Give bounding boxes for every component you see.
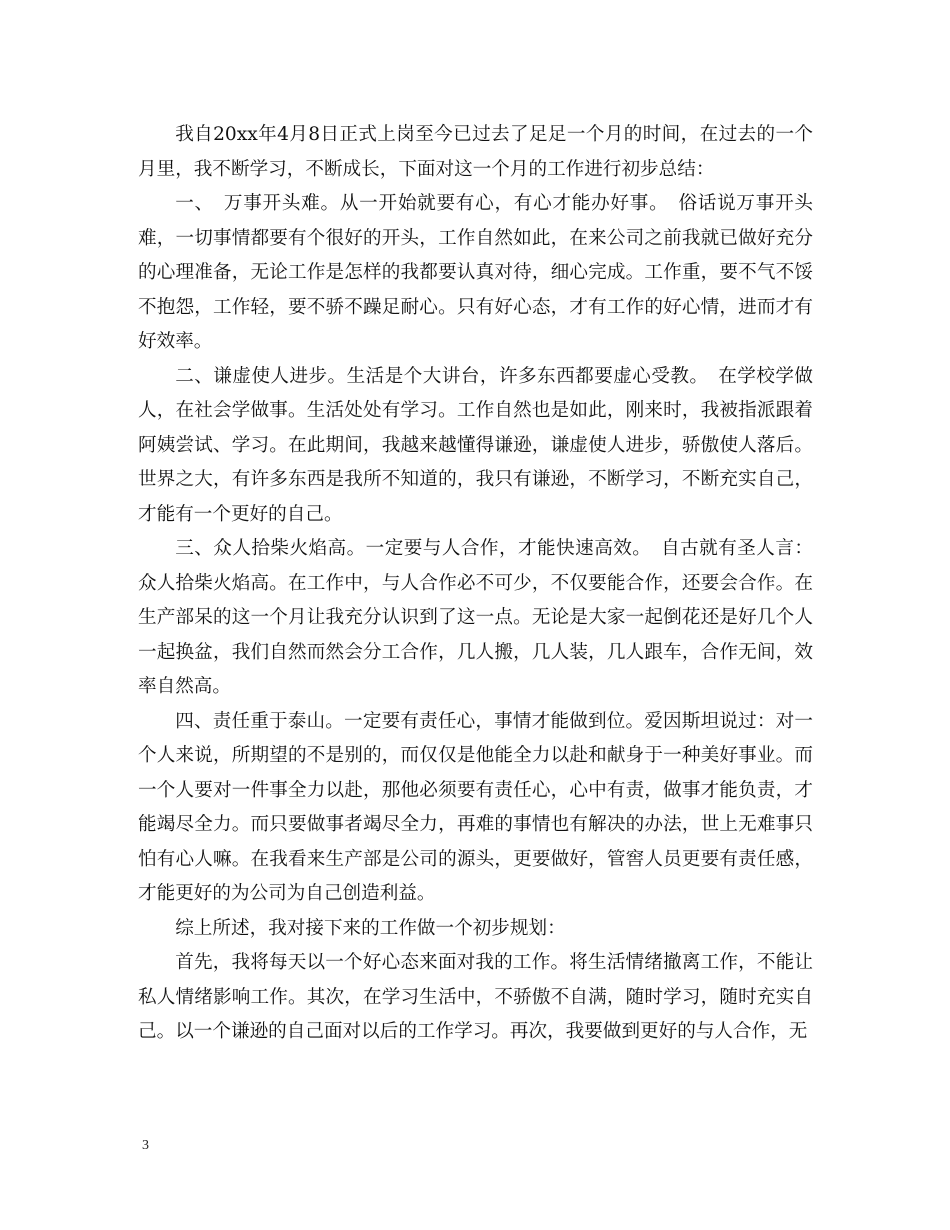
paragraph-summary: 综上所述，我对接下来的工作做一个初步规划： xyxy=(175,917,566,939)
paragraph-point-4: 四、责任重于泰山。一定要有责任心，事情才能做到位。爱因斯坦说过：对一个人来说，所期望的不是别的，而仅仅是他能全力以赴和献身于一种美好事业。而一个人要对一件事全力以赴，那他必须要有责任心，心中有责，做事才能负责，才能竭尽全力。而只要做事者竭尽全力，再难的事情也有解决的办法，世上无难事只怕有心人嘛。在我看来生产部是公司的源头，更要做好，管窖人员更要有责任感，才能更好的为公司为自己创造利益。 xyxy=(138,710,813,904)
paragraph-intro: 我自20xx年4月8日正式上岗至今已过去了足足一个月的时间，在过去的一个月里，我不断学习，不断成长，下面对这一个月的工作进行初步总结： xyxy=(138,124,813,180)
paragraph-plan: 首先，我将每天以一个好心态来面对我的工作。将生活情绪撤离工作，不能让私人情绪影响工作。其次，在学习生活中，不骄傲不自满，随时学习，随时充实自己。以一个谦逊的自己面对以后的工作学习。再次，我要做到更好的与人合作，无 xyxy=(138,952,813,1042)
document-body xyxy=(138,118,813,1050)
paragraph-point-2: 二、谦虚使人进步。生活是个大讲台，许多东西都要虚心受教。 在学校学做人，在社会学做事。生活处处有学习。工作自然也是如此，刚来时，我被指派跟着阿姨尝试、学习。在此期间，我越来越懂得谦逊，谦虚使人进步，骄傲使人落后。世界之大，有许多东西是我所不知道的，我只有谦逊，不断学习，不断充实自己，才能有一个更好的自己。 xyxy=(138,365,813,525)
paragraph-point-1: 一、 万事开头难。从一开始就要有心，有心才能办好事。 俗话说万事开头难，一切事情都要有个很好的开头，工作自然如此，在来公司之前我就已做好充分的心理准备，无论工作是怎样的我都要认真对待，细心完成。工作重，要不气不馁不抱怨，工作轻，要不骄不躁足耐心。只有好心态，才有工作的好心情，进而才有好效率。 xyxy=(138,193,813,352)
paragraph-point-3: 三、众人拾柴火焰高。一定要与人合作，才能快速高效。 自古就有圣人言：众人拾柴火焰高。在工作中，与人合作必不可少，不仅要能合作，还要会合作。在生产部呆的这一个月让我充分认识到了这一点。无论是大家一起倒花还是好几个人一起换盆，我们自然而然会分工合作，几人搬，几人装，几人跟车，合作无间，效率自然高。 xyxy=(138,538,813,697)
page-number: 3 xyxy=(142,1138,149,1153)
